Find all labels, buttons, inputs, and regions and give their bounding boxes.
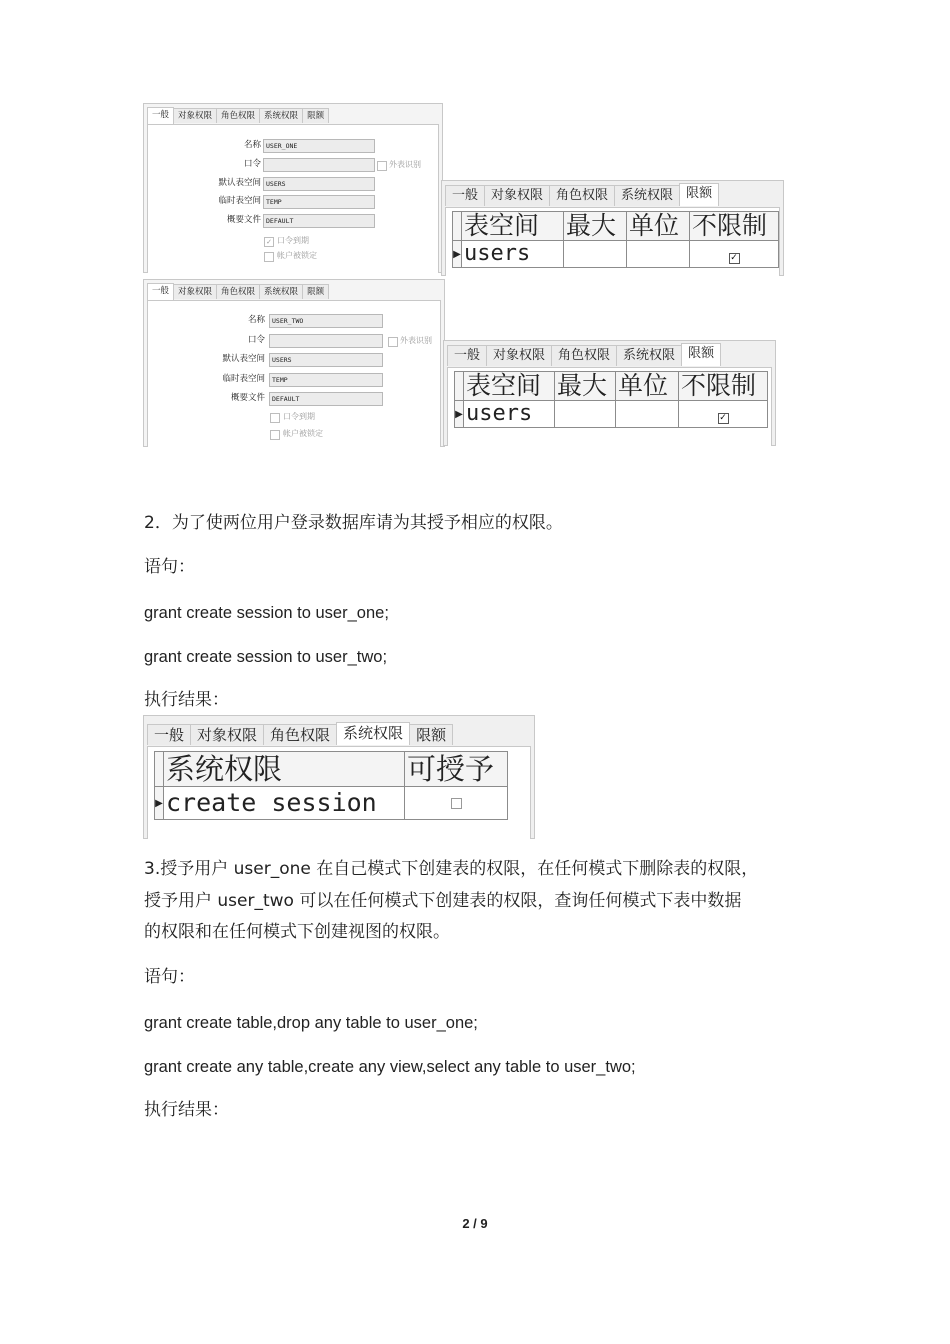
grantable-cell[interactable] (405, 787, 508, 820)
quota-grid (452, 211, 779, 268)
max-cell[interactable] (555, 401, 616, 428)
tablespace-cell[interactable]: users (462, 241, 564, 268)
external-label: 外表识别 (400, 336, 432, 345)
external-checkbox[interactable] (377, 161, 387, 171)
quota-panel (445, 207, 780, 276)
grantable-checkbox[interactable] (451, 798, 462, 809)
dialog-tabs (147, 108, 328, 124)
account-locked-checkbox[interactable] (270, 430, 280, 440)
sql-statement: grant create any table,create any view,select any table to user_two; (144, 1058, 636, 1076)
tab-general[interactable]: 一般 (147, 724, 191, 745)
col-unit: 单位 (627, 212, 690, 241)
tab-quotas[interactable]: 限额 (681, 343, 721, 366)
account-locked-label: 帐户被锁定 (277, 251, 317, 260)
statement-label: 语句： (144, 967, 195, 987)
quota-header-row (455, 372, 768, 401)
profile-field[interactable]: DEFAULT (263, 214, 375, 228)
row-indicator-icon: ▶ (455, 401, 464, 428)
col-tablespace: 表空间 (462, 212, 564, 241)
password-expire-checkbox[interactable] (270, 413, 280, 423)
quota-grid (454, 371, 768, 428)
name-field[interactable]: USER_TWO (269, 314, 383, 328)
tab-quotas[interactable]: 限额 (679, 183, 719, 206)
profile-field[interactable]: DEFAULT (269, 392, 383, 406)
tab-general[interactable]: 一般 (447, 345, 487, 366)
statement-label: 语句： (144, 557, 195, 577)
syspriv-window-tabs (147, 724, 452, 746)
privilege-cell[interactable]: create session (164, 787, 405, 820)
profile-label: 概要文件 (226, 215, 261, 225)
user-two-quota-window (443, 340, 776, 446)
page-number: 2 / 9 (462, 1216, 488, 1231)
quota-window-tabs (445, 185, 718, 207)
sql-statement: grant create table,drop any table to user_one; (144, 1014, 478, 1032)
tab-system-privileges[interactable]: 系统权限 (336, 722, 410, 745)
col-max: 最大 (564, 212, 627, 241)
system-privileges-panel (147, 746, 531, 839)
tab-role-privileges[interactable]: 角色权限 (263, 724, 337, 745)
tab-system-privileges[interactable]: 系统权限 (259, 108, 303, 123)
tab-object-privileges[interactable]: 对象权限 (173, 284, 217, 299)
question-3-line: 的权限和在任何模式下创建视图的权限。 (144, 922, 450, 942)
system-privileges-grid (154, 751, 508, 820)
tab-role-privileges[interactable]: 角色权限 (216, 284, 260, 299)
tab-object-privileges[interactable]: 对象权限 (484, 185, 550, 206)
password-expire-checkbox[interactable]: ✓ (264, 237, 274, 247)
name-label: 名称 (243, 140, 261, 150)
quota-header-row (453, 212, 779, 241)
tab-object-privileges[interactable]: 对象权限 (486, 345, 552, 366)
password-label: 口令 (243, 159, 261, 169)
temp-tablespace-label: 临时表空间 (218, 196, 261, 206)
external-checkbox[interactable] (388, 337, 398, 347)
unlimited-cell[interactable] (690, 241, 779, 268)
unlimited-cell[interactable] (679, 401, 768, 428)
external-label: 外表识别 (389, 160, 421, 169)
tab-quotas[interactable]: 限额 (409, 724, 453, 745)
tab-object-privileges[interactable]: 对象权限 (173, 108, 217, 123)
profile-label: 概要文件 (230, 393, 265, 403)
default-tablespace-label: 默认表空间 (222, 354, 265, 364)
col-grantable: 可授予 (405, 752, 508, 787)
tab-role-privileges[interactable]: 角色权限 (549, 185, 615, 206)
syspriv-header-row (155, 752, 508, 787)
col-system-privilege: 系统权限 (164, 752, 405, 787)
row-header-corner (453, 212, 462, 241)
sql-statement: grant create session to user_two; (144, 648, 388, 666)
col-tablespace: 表空间 (464, 372, 555, 401)
tab-quotas[interactable]: 限额 (302, 284, 329, 299)
default-tablespace-field[interactable]: USERS (269, 353, 383, 367)
question-2-text: 2．为了使两位用户登录数据库请为其授予相应的权限。 (144, 513, 563, 533)
user-one-properties-dialog (143, 103, 443, 273)
row-indicator-icon: ▶ (155, 787, 164, 820)
tab-system-privileges[interactable]: 系统权限 (614, 185, 680, 206)
table-row[interactable] (155, 787, 508, 820)
default-tablespace-field[interactable]: USERS (263, 177, 375, 191)
user-two-properties-dialog (143, 279, 445, 447)
dialog-tabs (147, 284, 328, 300)
result-label: 执行结果： (144, 1100, 229, 1120)
system-privileges-window (143, 715, 535, 839)
question-3-line: 3.授予用户 user_one 在自己模式下创建表的权限，在任何模式下删除表的权限， (144, 859, 759, 879)
tab-role-privileges[interactable]: 角色权限 (551, 345, 617, 366)
tab-object-privileges[interactable]: 对象权限 (190, 724, 264, 745)
user-one-quota-window (441, 180, 784, 276)
col-unit: 单位 (616, 372, 679, 401)
tab-general[interactable]: 一般 (445, 185, 485, 206)
temp-tablespace-field[interactable]: TEMP (263, 195, 375, 209)
tab-system-privileges[interactable]: 系统权限 (616, 345, 682, 366)
name-label: 名称 (247, 315, 265, 325)
default-tablespace-label: 默认表空间 (218, 178, 261, 188)
account-locked-checkbox[interactable] (264, 252, 274, 262)
row-indicator-icon: ▶ (453, 241, 462, 268)
password-expire-label: 口令到期 (283, 412, 315, 421)
unlimited-checkbox[interactable]: ✓ (719, 412, 727, 423)
account-locked-label: 帐户被锁定 (283, 429, 323, 438)
general-panel (147, 300, 441, 447)
sql-statement: grant create session to user_one; (144, 604, 389, 622)
max-cell[interactable] (564, 241, 627, 268)
unit-cell[interactable] (627, 241, 690, 268)
row-header-corner (155, 752, 164, 787)
tab-general[interactable]: 一般 (147, 283, 174, 300)
password-field[interactable] (269, 334, 383, 348)
table-row[interactable] (455, 401, 768, 428)
general-panel (147, 124, 439, 273)
tab-system-privileges[interactable]: 系统权限 (259, 284, 303, 299)
tab-role-privileges[interactable]: 角色权限 (216, 108, 260, 123)
result-label: 执行结果： (144, 690, 229, 710)
tab-general[interactable]: 一般 (147, 107, 174, 124)
col-max: 最大 (555, 372, 616, 401)
temp-tablespace-label: 临时表空间 (222, 374, 265, 384)
row-header-corner (455, 372, 464, 401)
unlimited-checkbox[interactable]: ✓ (730, 252, 738, 263)
quota-window-tabs (447, 345, 720, 367)
tab-quotas[interactable]: 限额 (302, 108, 329, 123)
password-expire-label: 口令到期 (277, 236, 309, 245)
question-3-line: 授予用户 user_two 可以在任何模式下创建表的权限，查询任何模式下表中数据 (144, 891, 742, 911)
unit-cell[interactable] (616, 401, 679, 428)
col-unlimited: 不限制 (690, 212, 779, 241)
password-field[interactable] (263, 158, 375, 172)
table-row[interactable] (453, 241, 779, 268)
name-field[interactable]: USER_ONE (263, 139, 375, 153)
password-label: 口令 (247, 335, 265, 345)
quota-panel (447, 367, 772, 446)
tablespace-cell[interactable]: users (464, 401, 555, 428)
temp-tablespace-field[interactable]: TEMP (269, 373, 383, 387)
col-unlimited: 不限制 (679, 372, 768, 401)
